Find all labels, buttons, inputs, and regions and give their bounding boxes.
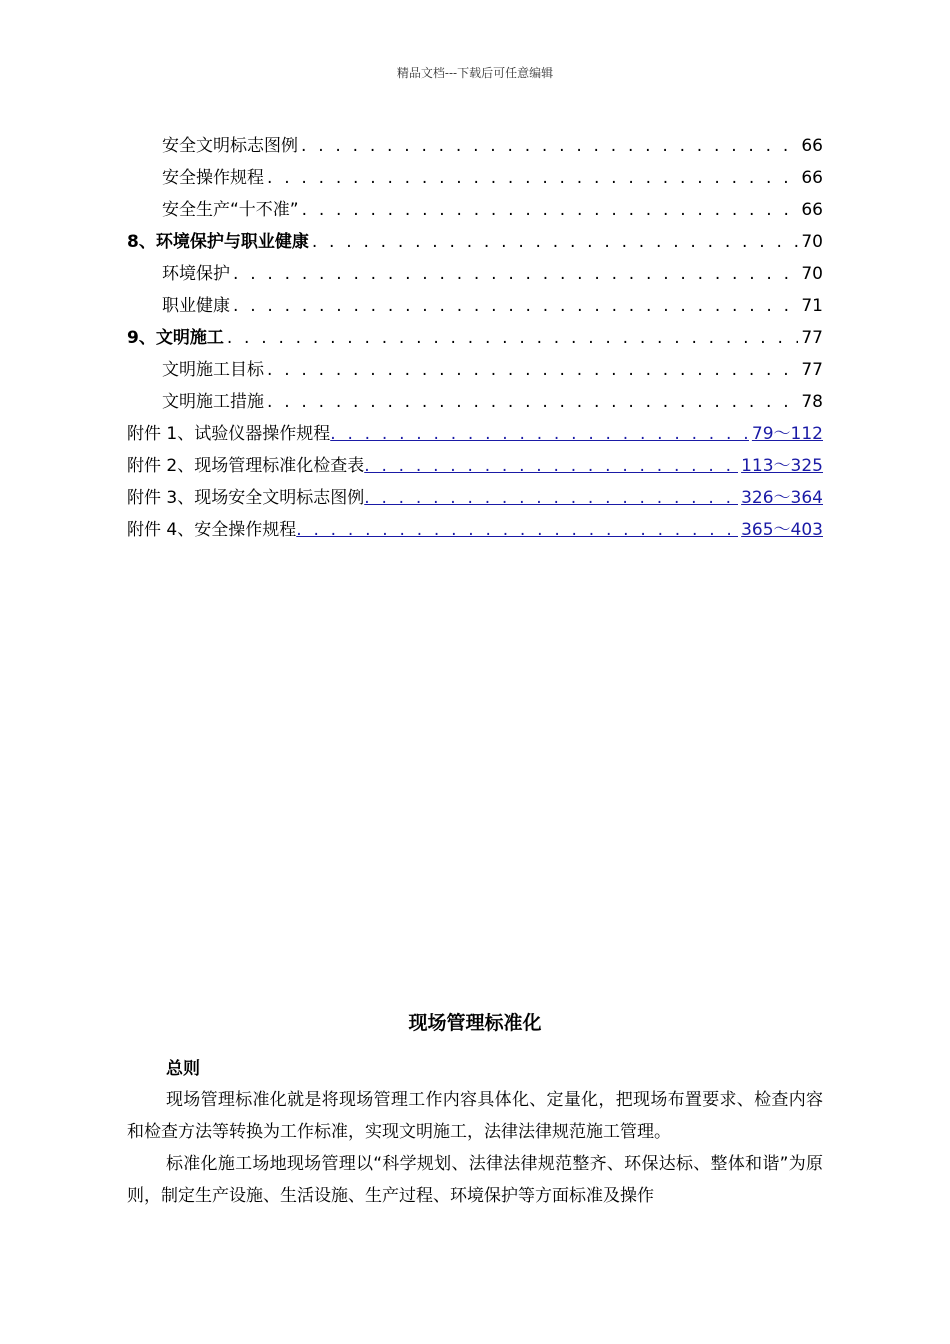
toc-entry-title: 附件 1、试验仪器操作规程 [127,424,331,444]
toc-entry-title: 附件 4、安全操作规程 [127,520,297,540]
toc-entry-title: 职业健康 [162,296,230,316]
toc-entry [127,386,823,418]
toc-leader-dots [267,354,798,386]
section-title: 现场管理标准化 [408,1012,542,1034]
toc-entry-title: 安全文明标志图例 [162,136,298,156]
body-paragraph: 标准化施工场地现场管理以“科学规划、法律法律规范整齐、环保达标、整体和谐”为原则，制定生产设施、生活设施、生产过程、环境保护等方面标准及操作 [127,1154,823,1206]
toc-leader-dots [302,194,799,226]
toc-entry-title: 附件 2、现场管理标准化检查表 [127,456,365,476]
toc-entry-page: 66 [801,168,823,188]
toc-entry-title: 文明施工措施 [162,392,264,412]
toc-entry-page[interactable]: 79～112 [751,424,823,444]
toc-entry-title: 9、文明施工 [127,328,224,348]
toc-entry-page: 66 [801,200,823,220]
toc-entry [127,258,823,290]
toc-entry[interactable] [127,450,823,482]
toc-entry-page: 77 [801,328,823,348]
toc-entry [127,162,823,194]
toc-entry [127,354,823,386]
toc-entry-title: 安全操作规程 [162,168,264,188]
toc-entry-page: 70 [801,264,823,284]
table-of-contents [127,130,823,546]
toc-leader-dots [301,130,798,162]
toc-leader-dots [364,450,738,482]
toc-entry-page: 71 [801,296,823,316]
toc-entry-page[interactable]: 365～403 [741,520,823,540]
toc-leader-dots [330,418,749,450]
toc-entry-page: 66 [801,136,823,156]
body-paragraph: 现场管理标准化就是将现场管理工作内容具体化、定量化，把现场布置要求、检查内容和检查方法等转换为工作标准，实现文明施工，法律法律规范施工管理。 [127,1090,823,1142]
toc-entry[interactable] [127,482,823,514]
toc-entry-page[interactable]: 113～325 [741,456,823,476]
toc-leader-dots [364,482,738,514]
toc-leader-dots [312,226,799,258]
toc-leader-dots [233,258,798,290]
toc-entry-title: 8、环境保护与职业健康 [127,232,309,252]
section-body [127,1084,823,1212]
page-header: 精品文档---下载后可任意编辑 [396,66,554,80]
toc-leader-dots [296,514,738,546]
toc-entry-title: 附件 3、现场安全文明标志图例 [127,488,365,508]
toc-entry [127,194,823,226]
toc-entry[interactable] [127,418,823,450]
toc-entry-title: 安全生产“十不准” [162,200,299,220]
toc-entry-page[interactable]: 326～364 [741,488,823,508]
toc-entry-page: 77 [801,360,823,380]
toc-entry-title: 环境保护 [162,264,230,284]
toc-leader-dots [227,322,799,354]
toc-entry [127,322,823,354]
toc-entry-page: 70 [801,232,823,252]
toc-entry[interactable] [127,514,823,546]
toc-leader-dots [267,162,798,194]
toc-entry [127,130,823,162]
toc-leader-dots [233,290,798,322]
toc-entry-page: 78 [801,392,823,412]
toc-entry [127,226,823,258]
toc-entry [127,290,823,322]
toc-entry-title: 文明施工目标 [162,360,264,380]
toc-leader-dots [267,386,798,418]
section-subtitle: 总则 [166,1059,200,1079]
